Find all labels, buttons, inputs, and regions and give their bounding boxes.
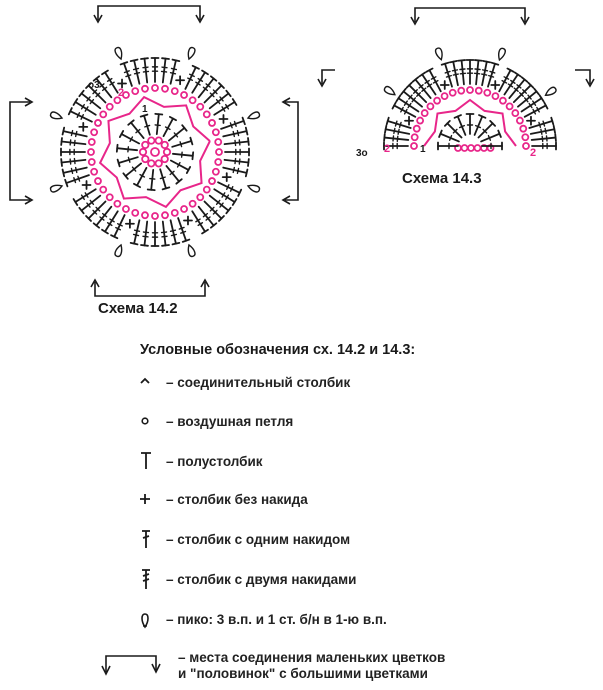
- double-crochet-stitch: [445, 121, 462, 138]
- treble-crochet-stitch: [162, 58, 169, 82]
- double-crochet-stitch: [166, 166, 181, 184]
- chain-stitch: [132, 88, 138, 94]
- chain-stitch: [468, 145, 474, 151]
- chain-stitch: [142, 156, 148, 162]
- chain-stitch: [197, 104, 203, 110]
- chain-stitch: [107, 194, 113, 200]
- double-crochet-stitch: [141, 115, 150, 135]
- picot-stitch: [186, 47, 196, 60]
- legend-text: – столбик с одним накидом: [166, 531, 351, 547]
- chain-stitch: [89, 159, 95, 165]
- chain-stitch: [476, 88, 482, 94]
- scheme-14-2-caption: Схема 14.2: [98, 300, 178, 317]
- legend-text: – пико: 3 в.п. и 1 ст. б/н в 1-ю в.п.: [166, 611, 387, 627]
- single-crochet-icon: [138, 488, 166, 510]
- joining-bracket: [283, 98, 298, 204]
- row-label: 1: [420, 144, 426, 155]
- chain-stitch: [132, 210, 138, 216]
- chain-stitch: [417, 118, 423, 124]
- row-label: 2: [530, 147, 537, 159]
- treble-crochet-stitch: [467, 60, 474, 84]
- chain-stitch: [523, 143, 529, 149]
- treble-crochet-stitch: [61, 159, 85, 166]
- legend-item-chain-stitch: [138, 410, 293, 432]
- chain-stitch: [107, 104, 113, 110]
- double-crochet-stitch: [155, 114, 162, 134]
- treble-crochet-stitch: [525, 102, 548, 116]
- chain-stitch: [522, 134, 528, 140]
- chain-stitch: [95, 120, 101, 126]
- treble-crochet-stitch: [401, 89, 422, 107]
- row-label: 1: [142, 104, 148, 115]
- chain-stitch: [190, 201, 196, 207]
- half-double-crochet-icon: [138, 450, 166, 472]
- chain-stitch: [152, 213, 158, 219]
- double-crochet-stitch: [172, 138, 192, 147]
- joining-bracket-icon: [98, 652, 168, 678]
- chain-stitch: [162, 212, 168, 218]
- chain-stitch: [156, 137, 162, 143]
- chain-stitch: [204, 111, 210, 117]
- joining-bracket: [575, 70, 594, 86]
- chain-stitch: [197, 194, 203, 200]
- picot-stitch: [247, 183, 260, 193]
- treble-crochet-stitch: [426, 69, 440, 92]
- double-crochet-stitch: [467, 114, 474, 134]
- chain-stitch: [156, 160, 162, 166]
- legend-text: – полустолбик: [166, 453, 263, 469]
- scheme-14-3-caption: Схема 14.3: [402, 170, 482, 187]
- treble-crochet-stitch: [225, 138, 249, 145]
- chain-stitch: [140, 149, 146, 155]
- joining-bracket: [318, 70, 335, 86]
- legend-item-treble-crochet: [138, 568, 356, 590]
- treble-crochet-stitch: [61, 138, 85, 145]
- double-crochet-stitch: [128, 120, 143, 138]
- treble-crochet-stitch: [514, 83, 533, 102]
- chain-stitch: [427, 103, 433, 109]
- treble-crochet-stitch: [518, 89, 539, 107]
- chain-stitch: [142, 142, 148, 148]
- scheme-14-3-diagram: [318, 8, 594, 159]
- chain-stitch: [512, 110, 518, 116]
- treble-crochet-stitch: [131, 60, 140, 84]
- chain-stitch: [204, 187, 210, 193]
- treble-crochet-stitch: [488, 63, 498, 87]
- chain-stitch: [148, 160, 154, 166]
- treble-crochet-stitch: [152, 222, 159, 246]
- double-crochet-stitch: [160, 169, 169, 189]
- picot-stitch: [383, 85, 396, 97]
- chain-stitch: [152, 85, 158, 91]
- legend-text: – столбик с двумя накидами: [166, 571, 357, 587]
- double-crochet-stitch: [118, 157, 138, 166]
- row-label: о3: [88, 80, 100, 91]
- picot-stitch: [247, 111, 260, 121]
- treble-crochet-stitch: [442, 63, 452, 87]
- double-crochet-stitch: [478, 121, 495, 138]
- treble-crochet-stitch: [61, 149, 85, 156]
- chain-stitch: [216, 149, 222, 155]
- chain-stitch: [162, 86, 168, 92]
- chain-stitch: [450, 90, 456, 96]
- treble-crochet-stitch: [162, 222, 169, 246]
- treble-crochet-stitch: [393, 102, 416, 116]
- chain-stitch: [492, 93, 498, 99]
- double-crochet-stitch: [123, 163, 141, 178]
- chain-stitch: [114, 201, 120, 207]
- legend-text: – столбик без накида: [166, 491, 308, 507]
- chain-stitch: [100, 187, 106, 193]
- chain-stitch: [500, 98, 506, 104]
- chain-stitch: [507, 103, 513, 109]
- chain-stitch: [172, 88, 178, 94]
- joining-bracket: [94, 6, 204, 22]
- double-crochet-stitch: [173, 152, 193, 159]
- chain-stitch: [100, 111, 106, 117]
- treble-crochet-stitch: [63, 168, 87, 177]
- chain-stitch: [142, 212, 148, 218]
- double-crochet-stitch: [482, 143, 502, 150]
- chain-stitch: [520, 126, 526, 132]
- chain-stitch: [411, 143, 417, 149]
- picot-stitch: [50, 183, 63, 193]
- chain-stitch: [148, 137, 154, 143]
- double-crochet-stitch: [148, 170, 155, 190]
- scheme-14-2-diagram: [10, 6, 298, 296]
- chain-stitch: [164, 149, 170, 155]
- joining-bracket: [91, 280, 209, 296]
- row-label: 2: [384, 143, 391, 155]
- treble-crochet-stitch: [407, 83, 426, 102]
- double-crochet-stitch: [117, 145, 137, 152]
- legend-text-joining-1: – места соединения маленьких цветков: [178, 650, 446, 665]
- legend-text: – воздушная петля: [166, 413, 294, 429]
- treble-crochet-icon: [138, 568, 166, 590]
- treble-crochet-stitch: [509, 77, 527, 98]
- chain-stitch: [95, 178, 101, 184]
- picot-stitch: [114, 47, 124, 60]
- legend-text-joining-2: и "половинок" с большими цветками: [178, 666, 428, 681]
- treble-crochet-stitch: [225, 149, 249, 156]
- chain-stitch: [467, 87, 473, 93]
- picot-icon: [138, 608, 166, 630]
- chain-stitch: [213, 129, 219, 135]
- double-crochet-stitch: [169, 125, 187, 140]
- chain-stitch: [123, 206, 129, 212]
- double-crochet-icon: [138, 528, 166, 550]
- treble-crochet-stitch: [532, 134, 556, 141]
- chain-stitch: [475, 145, 481, 151]
- chain-stitch: [181, 206, 187, 212]
- slip-stitch-icon: [138, 371, 166, 393]
- chain-stitch: [89, 139, 95, 145]
- chain-stitch: [215, 159, 221, 165]
- chain-stitch: [484, 90, 490, 96]
- chain-stitch: [91, 129, 97, 135]
- legend-item-half-double-crochet: [138, 450, 263, 472]
- chain-stitch: [142, 86, 148, 92]
- chain-stitch: [422, 110, 428, 116]
- joining-bracket: [411, 8, 529, 24]
- legend-text: – соединительный столбик: [166, 374, 351, 390]
- chain-stitch: [414, 126, 420, 132]
- chain-stitch: [209, 120, 215, 126]
- treble-crochet-stitch: [529, 118, 553, 128]
- picot-stitch: [497, 48, 507, 61]
- row-label: 3о: [356, 148, 368, 159]
- chain-stitch: [181, 92, 187, 98]
- chain-stitch: [213, 169, 219, 175]
- crochet-diagrams: [0, 0, 603, 300]
- treble-crochet-stitch: [141, 222, 148, 246]
- picot-stitch: [186, 244, 196, 257]
- chain-stitch: [172, 210, 178, 216]
- picot-stitch: [50, 111, 63, 121]
- treble-crochet-stitch: [387, 118, 411, 128]
- treble-crochet-stitch: [499, 69, 513, 92]
- treble-crochet-stitch: [223, 128, 247, 137]
- legend-item-picot: [138, 608, 387, 630]
- chain-stitch: [162, 156, 168, 162]
- chain-stitch: [462, 145, 468, 151]
- picot-stitch: [435, 47, 444, 60]
- picot-stitch: [114, 244, 124, 257]
- treble-crochet-stitch: [171, 220, 180, 244]
- chain-stitch: [517, 118, 523, 124]
- treble-crochet-stitch: [141, 58, 148, 82]
- chain-stitch: [91, 169, 97, 175]
- picot-stitch: [544, 86, 557, 98]
- chain-stitch: [412, 134, 418, 140]
- chain-stitch: [442, 93, 448, 99]
- row-label: 2: [118, 87, 125, 99]
- chain-stitch: [215, 139, 221, 145]
- chain-stitch-icon: [138, 410, 166, 432]
- chain-stitch: [190, 97, 196, 103]
- legend-item-slip-stitch: [138, 371, 350, 393]
- treble-crochet-stitch: [458, 60, 465, 84]
- legend-item-double-crochet: [138, 528, 350, 550]
- treble-crochet-stitch: [413, 77, 431, 98]
- treble-crochet-stitch: [384, 134, 408, 141]
- chain-stitch: [434, 98, 440, 104]
- center-ring: [151, 148, 159, 156]
- treble-crochet-stitch: [225, 159, 249, 166]
- chain-stitch: [458, 88, 464, 94]
- chain-stitch: [88, 149, 94, 155]
- chain-stitch: [209, 178, 215, 184]
- treble-crochet-stitch: [475, 60, 482, 84]
- legend-title: Условные обозначения сх. 14.2 и 14.3:: [140, 342, 416, 358]
- joining-bracket: [10, 98, 32, 204]
- chain-stitch: [162, 142, 168, 148]
- legend-item-single-crochet: [138, 488, 308, 510]
- treble-crochet-stitch: [152, 58, 159, 82]
